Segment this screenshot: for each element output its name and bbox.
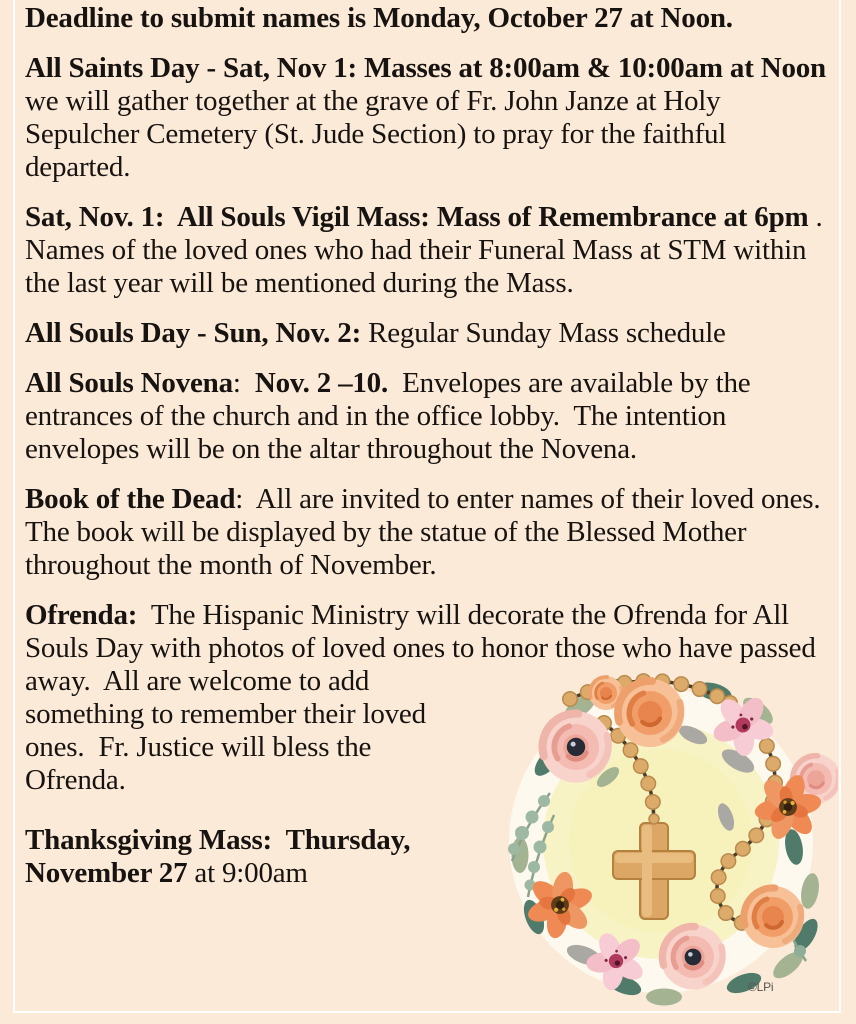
paragraph-text: All Souls Day - Sun, Nov. 2: Regular Sunday Mass schedule [25,317,726,349]
paragraph-text: All Souls Novena: Nov. 2 –10. Envelopes are available by the entrances of the church and in the office lobby. The intention envelopes will be on the altar throughout the Novena. [25,367,758,465]
paragraph-book-of-the-dead [25,483,838,582]
paragraph-all-souls-novena [25,367,838,466]
paragraph-text: Ofrenda: The Hispanic Ministry will decorate the Ofrenda for All Souls Day with photos of loved ones to honor those who have passed away. All are welcome to add something to remember their loved ones. Fr. Justice will bless the Ofrenda. [25,599,823,796]
paragraph-text: Deadline to submit names is Monday, October 27 at Noon. [25,2,733,34]
paragraph-all-saints-day [25,52,838,184]
paragraph-all-souls-day [25,317,838,350]
paragraph-text: Sat, Nov. 1: All Souls Vigil Mass: Mass of Remembrance at 6pm . Names of the loved ones who had their Funeral Mass at STM within the last year will be mentioned during the Mass. [25,201,830,299]
paragraph-text: Book of the Dead: All are invited to enter names of their loved ones. The book will be displayed by the statue of the Blessed Mother throughout the month of November. [25,483,835,581]
image-credit: ©LPi [748,980,774,994]
paragraph-text: Thanksgiving Mass: Thursday, November 27 at 9:00am [25,824,418,889]
bulletin-text-column [25,2,838,1011]
paragraph-all-souls-vigil-mass [25,201,838,300]
paragraph-deadline-notice [25,2,838,35]
paragraph-text: All Saints Day - Sat, Nov 1: Masses at 8:00am & 10:00am at Noon we will gather together at the grave of Fr. John Janze at Holy Sepulcher Cemetery (St. Jude Section) to pray for the faithful departed. [25,52,834,183]
